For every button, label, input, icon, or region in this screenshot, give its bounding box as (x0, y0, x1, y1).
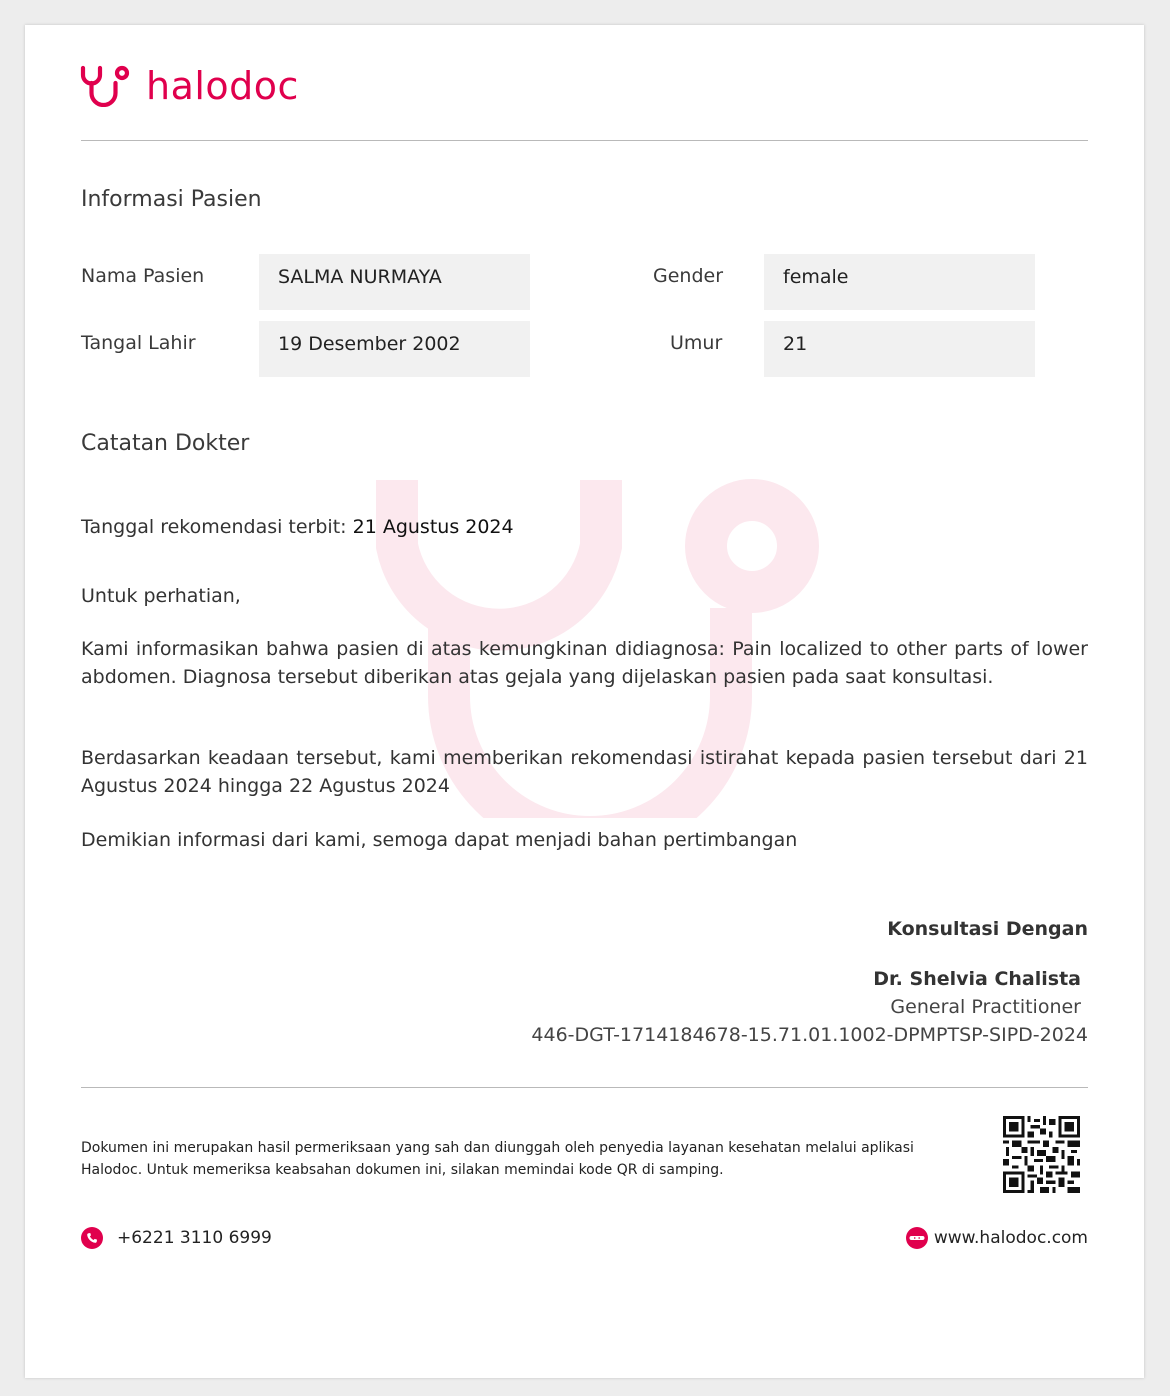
salutation: Untuk perhatian, (81, 585, 241, 607)
doctor-license: 446-DGT-1714184678-15.71.01.1002-DPMPTSP-SIPD-2024 (531, 1024, 1088, 1046)
age-label: Umur (670, 332, 723, 354)
name-label: Nama Pasien (81, 265, 205, 287)
validity-note: Dokumen ini merupakan hasil permeriksaan yang sah dan diunggah oleh penyedia layanan kesehatan melalui aplikasi Halodoc. Untuk memeriksa keabsahan dokumen ini, silakan memindai kode QR di samping. (81, 1140, 914, 1178)
gender-label: Gender (653, 265, 724, 287)
qr-code-icon (1003, 1116, 1080, 1193)
age-value: 21 (764, 321, 1035, 377)
website-url: www.halodoc.com (933, 1228, 1088, 1248)
issued-date-line (81, 513, 514, 541)
gender-value: female (764, 254, 1035, 310)
sick-leave-document (25, 25, 1144, 1378)
name-value: SALMA NURMAYA (259, 254, 530, 310)
halodoc-logo (80, 61, 299, 111)
website-link[interactable] (906, 1227, 1088, 1249)
brand-name: halodoc (146, 64, 299, 108)
dob-value: 19 Desember 2002 (259, 321, 530, 377)
closing-paragraph: Demikian informasi dari kami, semoga dapat menjadi bahan pertimbangan (81, 829, 798, 851)
consultation-label: Konsultasi Dengan (887, 918, 1088, 940)
issued-label: Tanggal rekomendasi terbit: (81, 516, 353, 538)
doctor-note-title: Catatan Dokter (81, 431, 250, 456)
phone-number: +6221 3110 6999 (117, 1228, 272, 1248)
header-divider (81, 140, 1088, 141)
doctor-name: Dr. Shelvia Chalista (873, 968, 1081, 990)
doctor-specialty: General Practitioner (890, 996, 1081, 1018)
globe-icon (906, 1227, 928, 1249)
rest-recommendation-paragraph: Berdasarkan keadaan tersebut, kami memberikan rekomendasi istirahat kepada pasien tersebut dari 21 Agustus 2024 hingga 22 Agustus 2024 (81, 747, 1088, 797)
issued-date: 21 Agustus 2024 (352, 516, 514, 538)
halodoc-logo-icon (80, 65, 132, 107)
phone-icon (81, 1227, 103, 1249)
footer-divider (81, 1087, 1088, 1088)
dob-label: Tangal Lahir (81, 332, 196, 354)
phone-contact[interactable] (81, 1227, 272, 1249)
diagnosis-paragraph: Kami informasikan bahwa pasien di atas kemungkinan didiagnosa: Pain localized to other parts of lower abdomen. Diagnosa tersebut diberikan atas gejala yang dijelaskan pasien pada saat konsultasi. (81, 638, 1088, 688)
patient-info-title: Informasi Pasien (81, 187, 262, 212)
